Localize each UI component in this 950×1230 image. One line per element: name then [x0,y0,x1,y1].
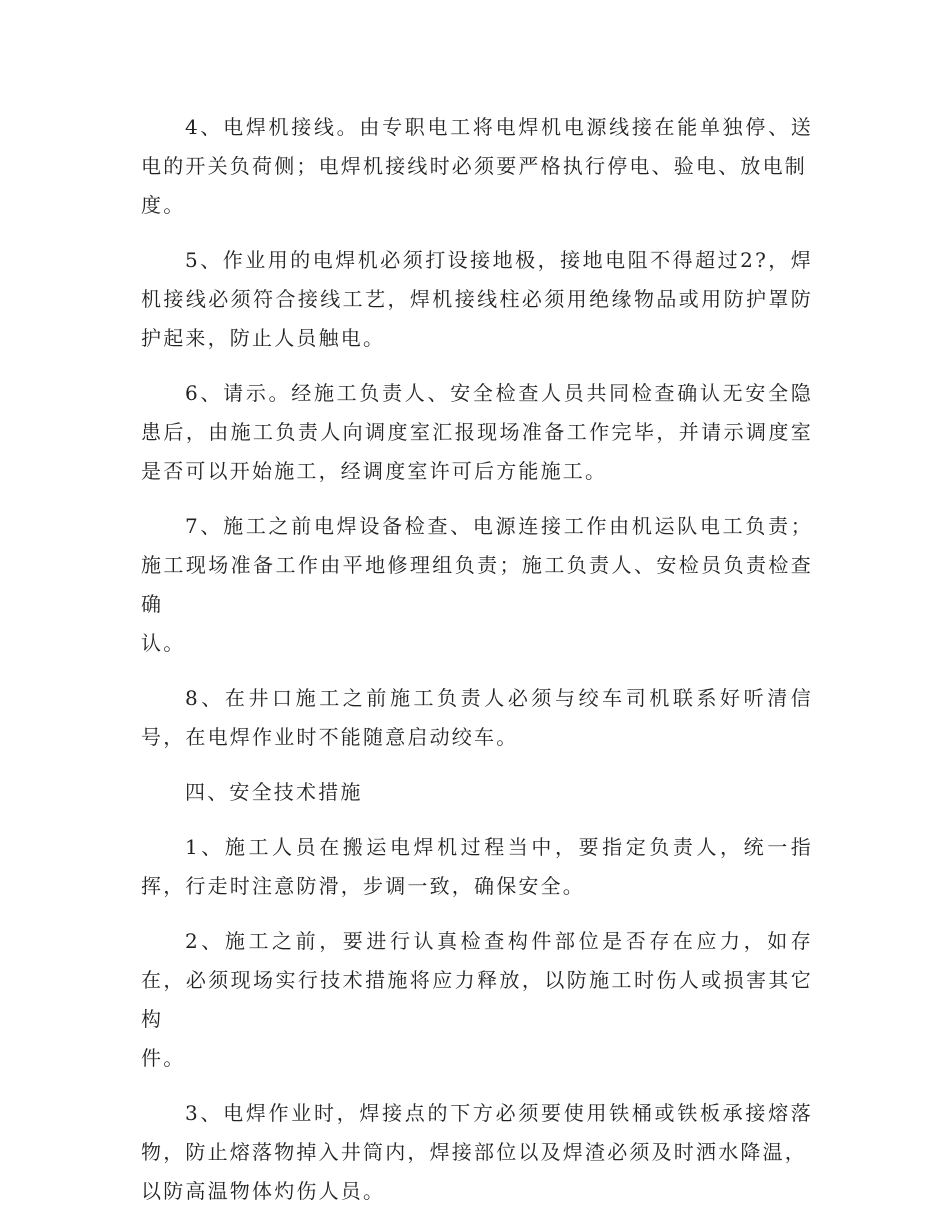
paragraph-molten-drops: 3、电焊作业时，焊接点的下方必须要使用铁桶或铁板承接熔落物，防止熔落物掉入井筒内，焊接部位以及焊渣必须及时洒水降温， 以防高温物体灼伤人员。 [141,1101,813,1203]
paragraph-winch-signal: 8、在井口施工之前施工负责人必须与绞车司机联系好听清信号，在电焊作业时不能随意启动绞车。 [141,686,813,749]
section-heading-safety-measures: 四、安全技术措施 [185,780,363,804]
paragraph-grounding: 5、作业用的电焊机必须打设接地极，接地电阻不得超过2?，焊机接线必须符合接线工艺，焊机接线柱必须用绝缘物品或用防护罩防护起来，防止人员触电。 [141,248,813,350]
document-body [141,108,813,1227]
paragraph-responsibilities: 7、施工之前电焊设备检查、电源连接工作由机运队电工负责；施工现场准备工作由平地修理组负责；施工负责人、安检员负责检查确 认。 [141,514,813,655]
paragraph-welder-wiring: 4、电焊机接线。由专职电工将电焊机电源线接在能单独停、送电的开关负荷侧；电焊机接线时必须要严格执行停电、验电、放电制 度。 [141,115,813,217]
paragraph-stress-check: 2、施工之前，要进行认真检查构件部位是否存在应力，如存在，必须现场实行技术措施将应力释放，以防施工时伤人或损害其它构 件。 [141,929,813,1070]
paragraph-transport: 1、施工人员在搬运电焊机过程当中，要指定负责人，统一指挥，行走时注意防滑，步调一致，确保安全。 [141,835,813,898]
paragraph-request-approval: 6、请示。经施工负责人、安全检查人员共同检查确认无安全隐患后，由施工负责人向调度室汇报现场准备工作完毕，并请示调度室是否可以开始施工，经调度室许可后方能施工。 [141,381,813,483]
